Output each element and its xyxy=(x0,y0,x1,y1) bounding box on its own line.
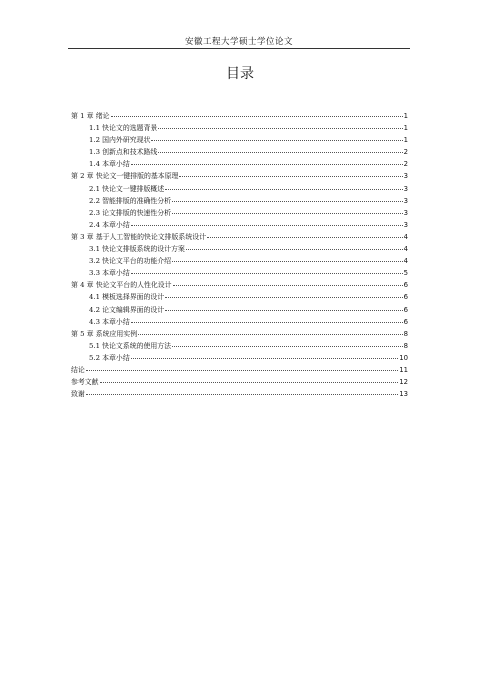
toc-entry-title: 致谢 xyxy=(71,390,85,399)
toc-entry-page: 1 xyxy=(403,124,408,133)
toc-entry-page: 1 xyxy=(403,112,408,120)
toc-dot-leader xyxy=(86,394,398,395)
toc-entry-page: 3 xyxy=(403,220,408,229)
toc-dot-leader xyxy=(131,358,399,359)
toc-entry[interactable] xyxy=(71,207,408,219)
toc-entry-page: 3 xyxy=(403,208,408,217)
toc-entry[interactable] xyxy=(71,364,408,376)
toc-entry-page: 1 xyxy=(403,136,408,145)
toc-entry-page: 3 xyxy=(403,184,408,193)
toc-entry[interactable] xyxy=(71,110,408,122)
toc-entry-page: 3 xyxy=(403,172,408,181)
toc-dot-leader xyxy=(172,346,403,347)
toc-dot-leader xyxy=(138,334,403,335)
toc-dot-leader xyxy=(131,225,403,226)
toc-dot-leader xyxy=(100,382,399,383)
toc-entry-title: 4.1 模板选择界面的设计 xyxy=(89,293,165,302)
toc-entry-page: 8 xyxy=(403,341,408,350)
toc-dot-leader xyxy=(186,249,403,250)
toc-entry-title: 3.1 快论文排版系统的设计方案 xyxy=(89,245,185,254)
toc-entry[interactable] xyxy=(71,146,408,158)
toc-dot-leader xyxy=(179,176,402,177)
toc-entry[interactable] xyxy=(71,255,408,267)
toc-dot-leader xyxy=(165,310,402,311)
toc-entry-title: 3.2 快论文平台的功能介绍 xyxy=(89,257,172,266)
toc-entry-title: 2.1 快论文一键排版概述 xyxy=(89,184,165,193)
toc-entry-page: 2 xyxy=(403,160,408,169)
toc-dot-leader xyxy=(151,140,402,141)
toc-entry-page: 5 xyxy=(403,269,408,278)
toc-entry-title: 4.2 论文编辑界面的设计 xyxy=(89,305,165,314)
toc-entry-page: 4 xyxy=(403,257,408,266)
toc-entry[interactable] xyxy=(71,376,408,388)
toc-entry-title: 5.1 快论文系统的使用方法 xyxy=(89,341,172,350)
toc-entry-title: 1.1 快论文的选题背景 xyxy=(89,124,158,133)
toc-entry[interactable] xyxy=(71,195,408,207)
toc-entry[interactable] xyxy=(71,219,408,231)
toc-entry[interactable] xyxy=(71,183,408,195)
toc-entry[interactable] xyxy=(71,231,408,243)
toc-dot-leader xyxy=(131,164,403,165)
toc-entry-title: 结论 xyxy=(71,365,85,374)
toc-entry[interactable] xyxy=(71,170,408,182)
toc-dot-leader xyxy=(207,237,403,238)
toc-entry-page: 4 xyxy=(403,245,408,254)
toc-entry-page: 6 xyxy=(403,281,408,290)
toc-entry-title: 5.2 本章小结 xyxy=(89,353,130,362)
toc-dot-leader xyxy=(86,370,398,371)
toc-title: 目录 xyxy=(226,66,254,82)
toc-entry[interactable] xyxy=(71,122,408,134)
page-header: 安徽工程大学硕士学位论文 xyxy=(184,37,293,47)
toc-dot-leader xyxy=(111,116,403,117)
header-rule xyxy=(68,48,410,49)
toc-entry[interactable] xyxy=(71,243,408,255)
toc-dot-leader xyxy=(158,128,402,129)
toc-dot-leader xyxy=(172,201,403,202)
toc-entry[interactable] xyxy=(71,304,408,316)
toc-entry-page: 3 xyxy=(403,196,408,205)
toc-entry-page: 12 xyxy=(399,378,408,387)
toc-entry-page: 11 xyxy=(399,365,408,374)
toc-entry-title: 3.3 本章小结 xyxy=(89,269,130,278)
toc-entry[interactable] xyxy=(71,352,408,364)
table-of-contents xyxy=(71,110,408,400)
toc-entry-page: 13 xyxy=(399,390,408,399)
toc-dot-leader xyxy=(172,213,403,214)
toc-entry-page: 4 xyxy=(403,232,408,241)
toc-dot-leader xyxy=(173,285,403,286)
toc-entry[interactable] xyxy=(71,328,408,340)
toc-entry[interactable] xyxy=(71,340,408,352)
toc-dot-leader xyxy=(131,273,403,274)
toc-entry[interactable] xyxy=(71,158,408,170)
toc-dot-leader xyxy=(165,189,402,190)
toc-entry[interactable] xyxy=(71,279,408,291)
toc-entry-page: 8 xyxy=(403,329,408,338)
toc-entry-title: 第 2 章 快论文一键排版的基本原理 xyxy=(71,172,179,181)
toc-entry[interactable] xyxy=(71,267,408,279)
toc-entry-title: 2.4 本章小结 xyxy=(89,220,130,229)
toc-entry-title: 1.4 本章小结 xyxy=(89,160,130,169)
toc-entry[interactable] xyxy=(71,316,408,328)
toc-dot-leader xyxy=(131,322,403,323)
toc-entry-page: 6 xyxy=(403,305,408,314)
toc-entry-title: 第 3 章 基于人工智能的快论文排版系统设计 xyxy=(71,232,206,241)
toc-entry-page: 10 xyxy=(399,353,408,362)
toc-dot-leader xyxy=(158,152,402,153)
toc-entry-title: 2.3 论文排版的快速性分析 xyxy=(89,208,172,217)
toc-entry[interactable] xyxy=(71,388,408,400)
toc-entry-title: 第 1 章 绪论 xyxy=(71,112,110,120)
toc-entry[interactable] xyxy=(71,134,408,146)
toc-entry[interactable] xyxy=(71,291,408,303)
toc-entry-title: 4.3 本章小结 xyxy=(89,317,130,326)
toc-entry-title: 第 4 章 快论文平台的人性化设计 xyxy=(71,281,172,290)
toc-entry-page: 6 xyxy=(403,293,408,302)
toc-entry-page: 6 xyxy=(403,317,408,326)
toc-entry-title: 2.2 智能排版的准确性分析 xyxy=(89,196,172,205)
toc-entry-title: 参考文献 xyxy=(71,378,99,387)
toc-entry-title: 第 5 章 系统应用实例 xyxy=(71,329,138,338)
toc-entry-page: 2 xyxy=(403,148,408,157)
toc-dot-leader xyxy=(165,297,402,298)
toc-dot-leader xyxy=(172,261,403,262)
toc-entry-title: 1.3 创新点和技术路线 xyxy=(89,148,158,157)
toc-entry-title: 1.2 国内外研究现状 xyxy=(89,136,151,145)
